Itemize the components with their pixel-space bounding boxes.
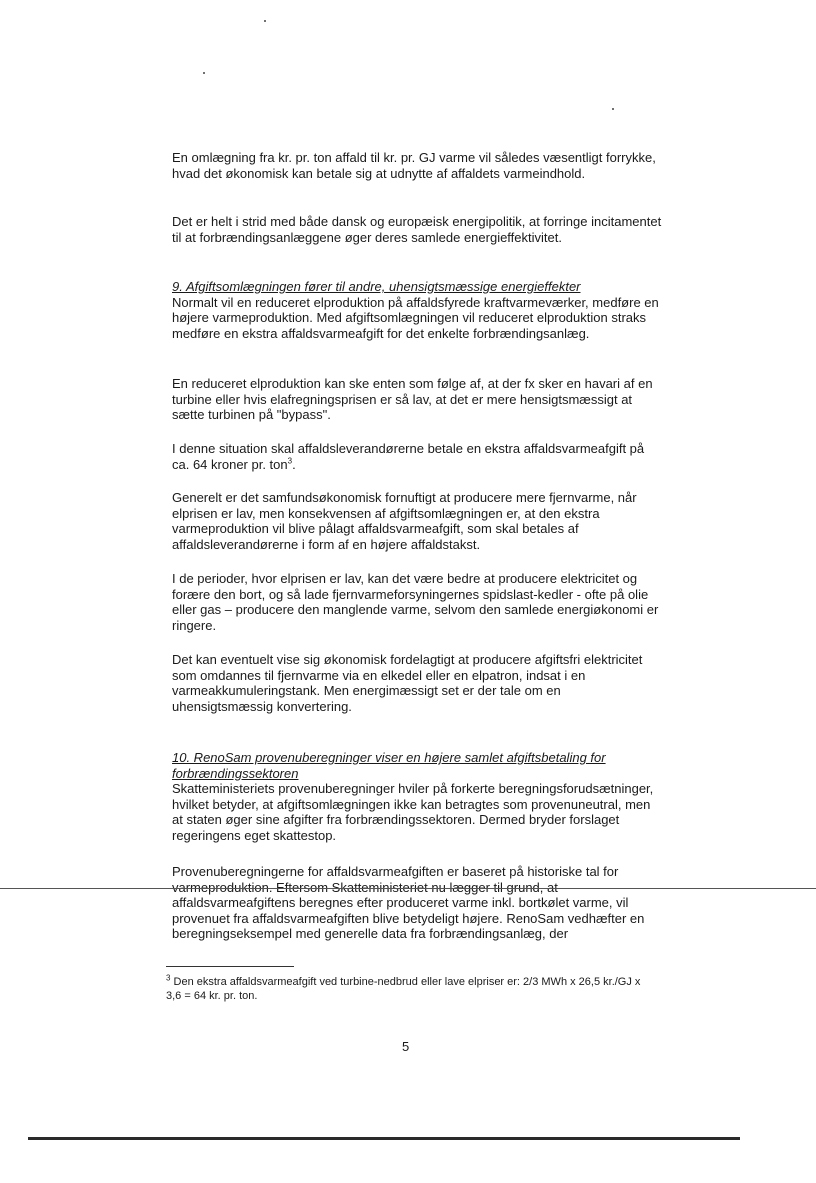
footnote (166, 975, 646, 1003)
paragraph: En omlægning fra kr. pr. ton affald til kr. pr. GJ varme vil således væsentligt forrykke, hvad det økonomisk kan betale sig at udnytte af affaldets varmeindhold. (172, 150, 656, 181)
paragraph-text: I denne situation skal affaldsleverandørerne betale en ekstra affaldsvarmeafgift på ca. 64 kroner pr. ton (172, 441, 645, 472)
footnote-divider (166, 966, 294, 967)
scan-speck (264, 20, 266, 22)
section-10 (172, 750, 662, 843)
paragraph: I de perioder, hvor elprisen er lav, kan det være bedre at producere elektricitet og forære den bort, og så lade fjernvarmeforsyningernes spidslast-kedler - ofte på olie eller gas – producere den manglende varme, selvom den samlede energiøkonomi er ringere. (172, 571, 659, 633)
paragraph: Det er helt i strid med både dansk og europæisk energipolitik, at forringe incitamentet til at forbrændingsanlæggene øger deres samlede energieffektivitet. (172, 214, 662, 245)
paragraph: Generelt er det samfundsøkonomisk fornuftigt at producere mere fjernvarme, når elprisen er lav, men konsekvensen af afgiftsomlægningen er, at den ekstra varmeproduktion vil blive pålagt affaldsvarmeafgift, som skal betales af affaldsleverandørerne i form af en højere affaldstakst. (172, 490, 637, 552)
section-heading: 9. Afgiftsomlægningen fører til andre, uhensigtsmæssige energieffekter (172, 279, 581, 294)
scan-speck (203, 72, 205, 74)
footnote-ref: 3 (287, 456, 293, 466)
footnote-text: Den ekstra affaldsvarmeafgift ved turbine-nedbrud eller lave elpriser er: 2/3 MWh x 26,5 kr./GJ x 3,6 = 64 kr. pr. ton. (166, 976, 641, 1002)
paragraph: Det kan eventuelt vise sig økonomisk fordelagtigt at producere afgiftsfri elektricitet som omdannes til fjernvarme via en elkedel eller en elpatron, indsat i en varmeakkumuleringstank. Men energimæssigt set er der tale om en uhensigtsmæssig konvertering. (172, 652, 643, 714)
section-9 (172, 279, 662, 341)
section-heading: 10. RenoSam provenuberegninger viser en højere samlet afgiftsbetaling for forbrændingssektoren (172, 750, 606, 781)
page-number: 5 (402, 1039, 410, 1054)
paragraph (172, 441, 662, 472)
paragraph-end: . (292, 456, 296, 472)
scan-artifact-bar (28, 1137, 740, 1140)
footnote-marker: 3 (166, 973, 171, 983)
paragraph: Provenuberegningerne for affaldsvarmeafgiften er baseret på historiske tal for varmeproduktion. Eftersom Skatteministeriet nu lægger til grund, at affaldsvarmeafgiftens beregnes efter produceret varme inkl. bortkølet varme, vil provenuet fra affaldsvarmeafgiften blive betydeligt højere. RenoSam vedhæfter en beregningseksempel med generelle data fra forbrændingsanlæg, der (172, 864, 645, 941)
scan-artifact-line (0, 888, 816, 889)
paragraph: Skatteministeriets provenuberegninger hviler på forkerte beregningsforudsætninger, hvilket betyder, at afgiftsomlægningen ikke kan betragtes som provenuneutral, men at staten øger sine afgifter fra forbrændingssektoren. Dermed bryder forslaget regeringens eget skattestop. (172, 781, 654, 843)
scan-speck (612, 108, 614, 110)
paragraph: En reduceret elproduktion kan ske enten som følge af, at der fx sker en havari af en turbine eller hvis elafregningsprisen er så lav, at det er mere hensigtsmæssigt at sætte turbinen på "bypass". (172, 376, 653, 422)
paragraph: Normalt vil en reduceret elproduktion på affaldsfyrede kraftvarmeværker, medføre en højere varmeproduktion. Med afgiftsomlægningen vil reduceret elproduktion straks medføre en ekstra affaldsvarmeafgift for det enkelte forbrændingsanlæg. (172, 294, 659, 341)
